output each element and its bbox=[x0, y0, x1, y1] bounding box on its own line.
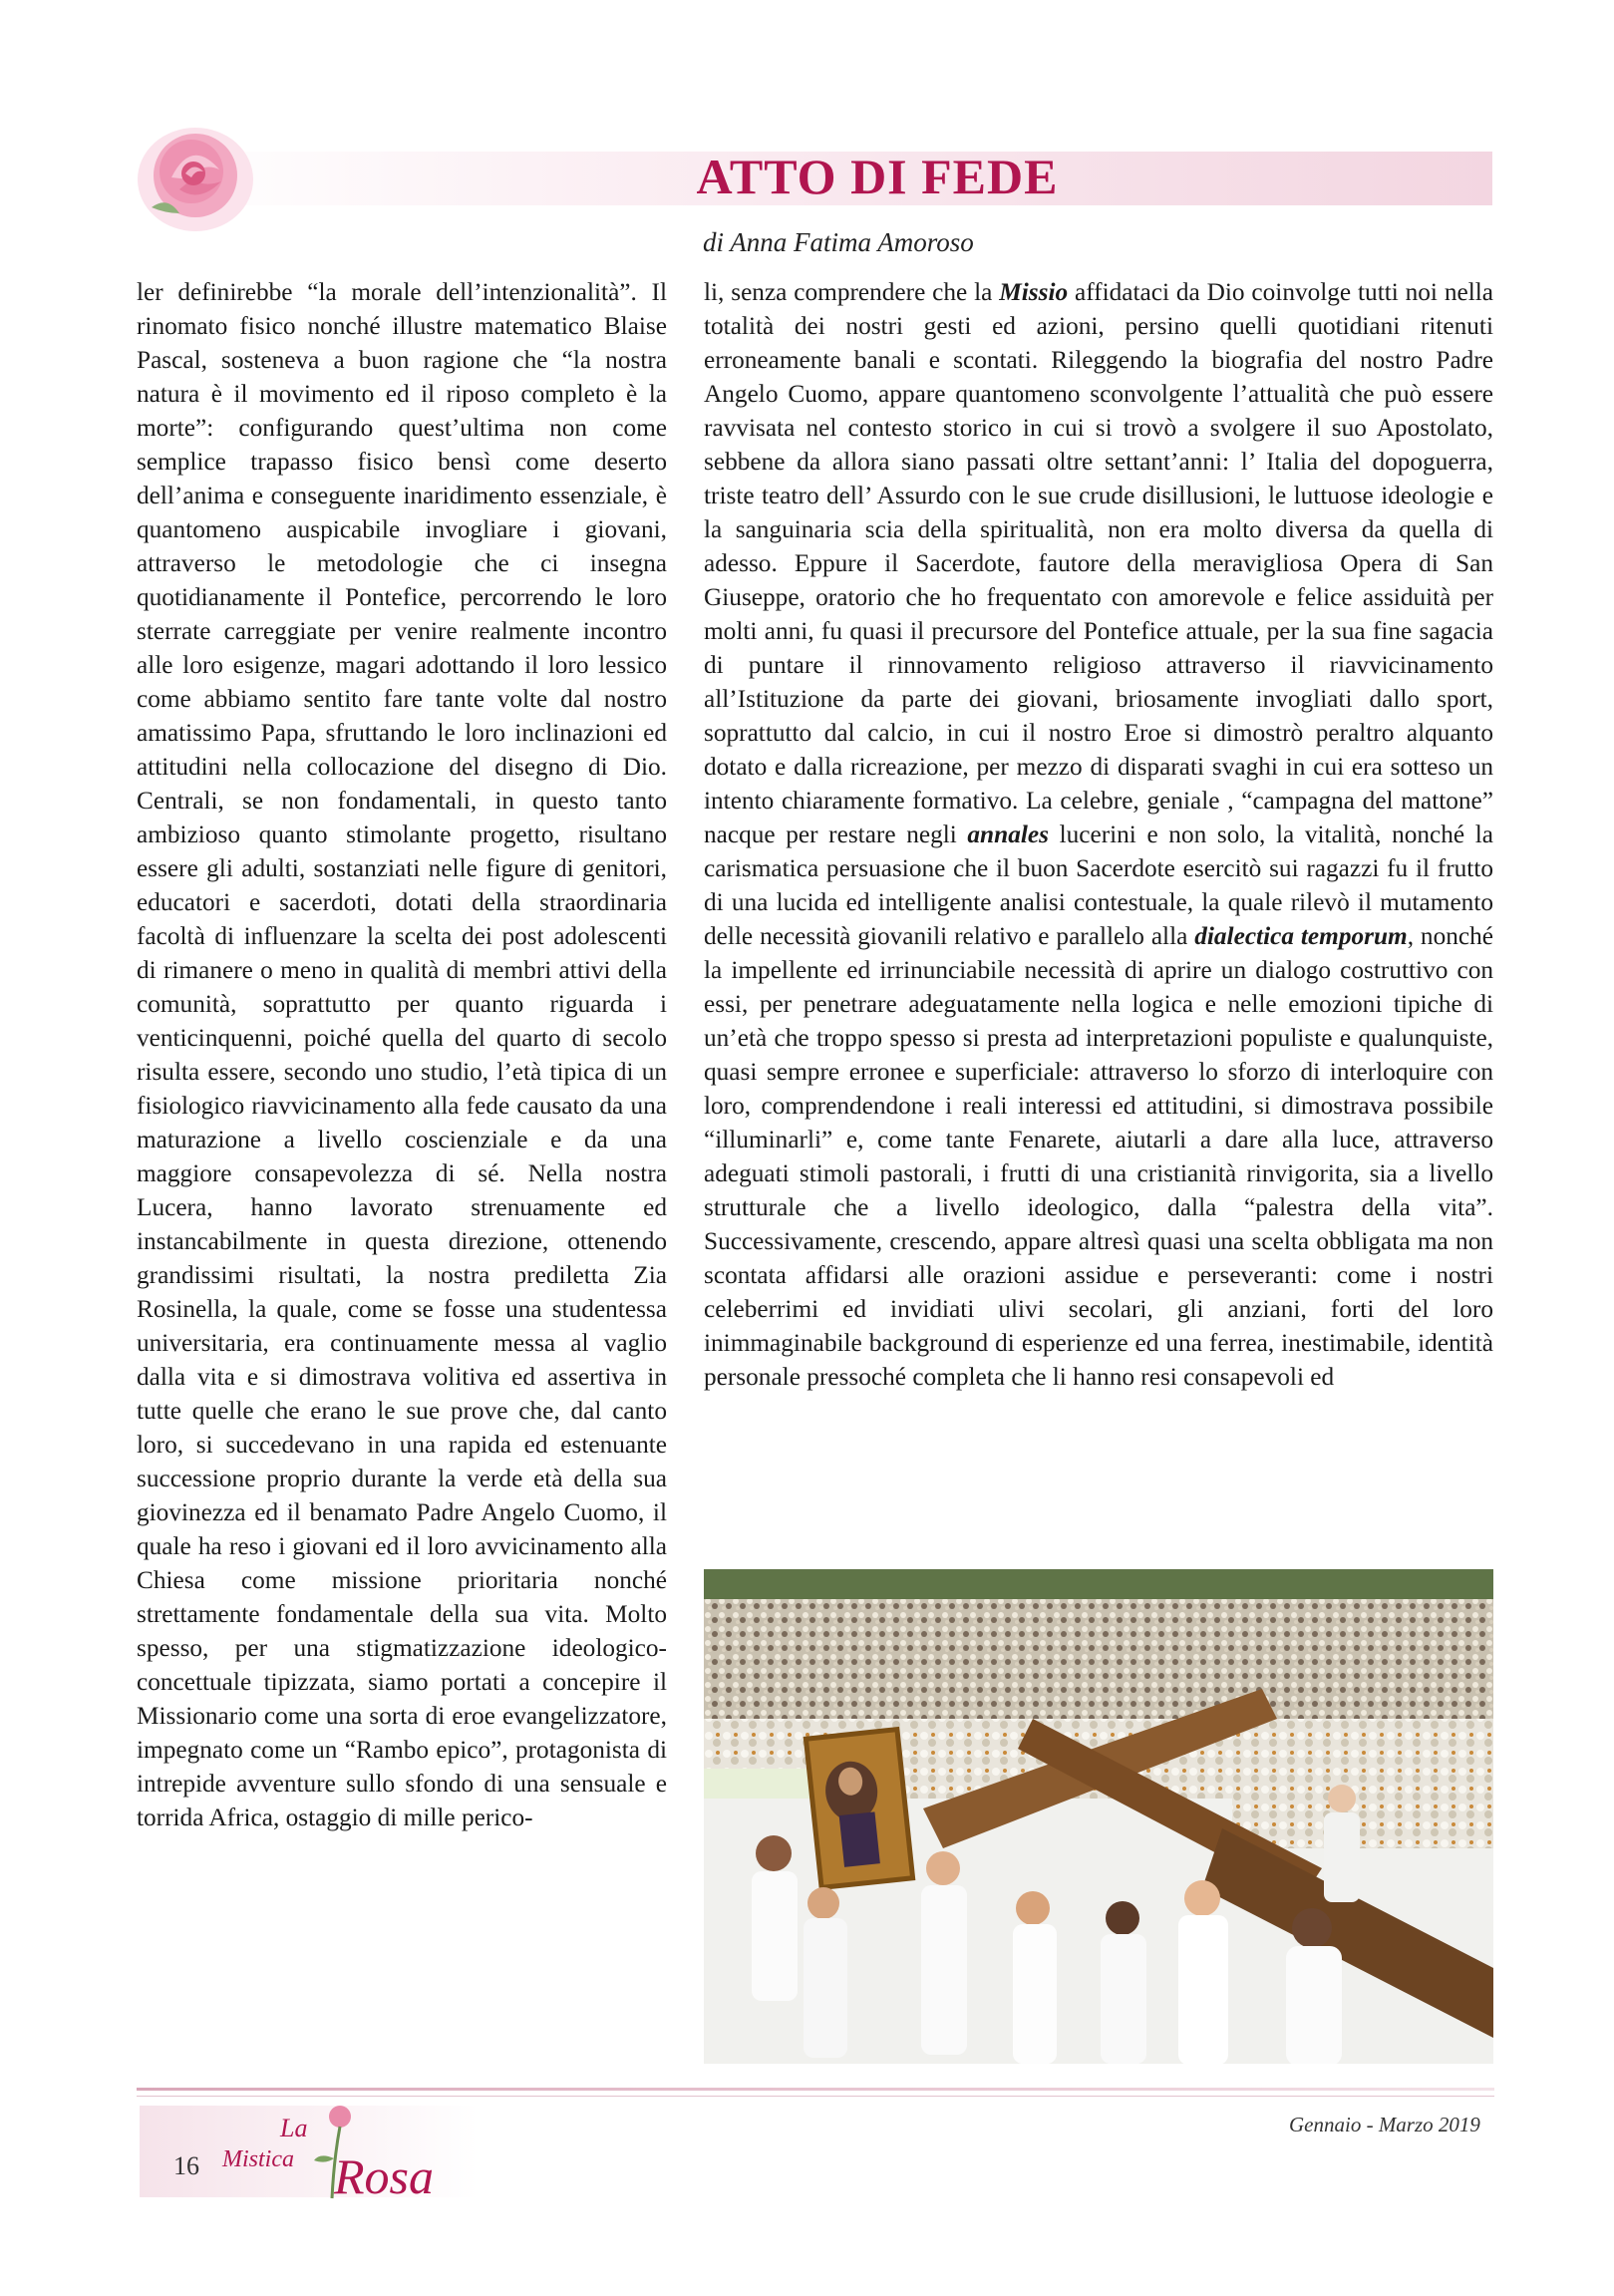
article-title: ATTO DI FEDE bbox=[696, 149, 1059, 204]
rose-icon bbox=[132, 118, 259, 235]
left-text-column bbox=[137, 275, 667, 1834]
icon-painting bbox=[806, 1730, 912, 1888]
text-run: lucerini e non solo, la vitalità, nonché la carismatica persuasione che il buon Sacerdote esercitò sui ragazzi fu il frutto di una lucida ed intelligente analisi contestuale, la quale rilevò il mutamento delle necessità giovanili relativo e parallelo alla bbox=[704, 820, 1493, 950]
magazine-logo bbox=[214, 2099, 493, 2208]
emphasis-dialectica: dialectica temporum bbox=[1194, 922, 1408, 950]
photo-illustration bbox=[704, 1569, 1493, 2064]
right-column-paragraph bbox=[704, 275, 1493, 1394]
footer-rule bbox=[137, 2088, 1494, 2091]
emphasis-annales: annales bbox=[967, 820, 1049, 848]
logo-word-la: La bbox=[280, 2114, 308, 2142]
article-byline: di Anna Fatima Amoroso bbox=[703, 227, 974, 257]
footer-rule-thin bbox=[137, 2096, 1494, 2097]
emphasis-missio: Missio bbox=[999, 278, 1069, 306]
logo-word-rosa: Rosa bbox=[334, 2148, 434, 2204]
text-run: li, senza comprendere che la bbox=[704, 278, 1000, 306]
logo-word-mistica: Mistica bbox=[222, 2146, 294, 2172]
text-run: , nonché la impellente ed irrinunciabile necessità di aprire un dialogo costruttivo con essi, per penetrare adeguatamente nella logica e nelle emozioni tipiche di un’età che troppo spesso si presta ad interpretazioni populiste e qualunquiste, quasi sempre erronee e superficiale: attraverso lo sforzo di interloquire con loro, comprendendone i reali interessi ed attitudini, si dimostrava possibile “illuminarli” e, come tante Fenarete, aiutarli a dare alla luce, attraverso adeguati stimoli pastorali, i frutti di una cristianità rinvigorita, sia a livello strutturale che a livello ideologico, dalla “palestra della vita”. Successivamente, crescendo, appare altresì quasi una scelta obbligata ma non scontata affidarsi alle orazioni assidue e perseveranti: come i nostri celeberrimi ed invidiati ulivi secolari, gli anziani, forti del loro inimmaginabile background di esperienze ed una ferrea, inestimabile, identità personale pressoché completa che li hanno resi consapevoli ed bbox=[704, 922, 1493, 1391]
issue-date: Gennaio - Marzo 2019 bbox=[1289, 2113, 1480, 2136]
right-text-column bbox=[704, 275, 1493, 1394]
text-run: affidataci da Dio coinvolge tutti noi nella totalità dei nostri gesti ed azioni, persino quelli quotidiani ritenuti erroneamente banali e scontati. Rileggendo la biografia del nostro Padre Angelo Cuomo, appare quantomeno sconvolgente l’attualità che può essere ravvisata nel contesto storico in cui si trovò a svolgere il suo Apostolato, sebbene da allora siano passati oltre settant’anni: l’ Italia del dopoguerra, triste teatro dell’ Assurdo con le sue crude disillusioni, le luttuose ideologie e la sanguinaria scia della spiritualità, non era molto diversa da quella di adesso. Eppure il Sacerdote, fautore della meravigliosa Opera di San Giuseppe, oratorio che ho frequentato con amorevole e felice assiduità per molti anni, fu quasi il precursore del Pontefice attuale, per la sua fine sagacia di puntare il rinnovamento religioso attraverso il riavvicinamento all’Istituzione da parte dei giovani, briosamente invogliati dallo sport, soprattutto dal calcio, in cui il nostro Eroe si dimostrò peraltro alquanto dotato e dalla ricreazione, per mezzo di disparati svaghi in cui era sotteso un intento chiaramente formativo. La celebre, geniale , “campagna del mattone” nacque per restare negli bbox=[704, 278, 1493, 848]
crowd-photo bbox=[704, 1569, 1493, 2064]
page-number: 16 bbox=[173, 2151, 199, 2180]
left-column-text: ler definirebbe “la morale dell’intenzionalità”. Il rinomato fisico nonché illustre matematico Blaise Pascal, sosteneva a buon ragione che “la nostra natura è il movimento ed il riposo completo è la morte”: configurando quest’ultima non come semplice trapasso fisico bensì come deserto dell’anima e conseguente inaridimento essenziale, è quantomeno auspicabile invogliare i giovani, attraverso le metodologie che ci insegna quotidianamente il Pontefice, percorrendo le loro sterrate carreggiate per venire realmente incontro alle loro esigenze, magari adottando il loro lessico come abbiamo sentito fare tante volte dal nostro amatissimo Papa, sfruttando le loro inclinazioni ed attitudini nella collocazione del disegno di Dio. Centrali, se non fondamentali, in questo tanto ambizioso quanto stimolante progetto, risultano essere gli adulti, sostanziati nelle figure di genitori, educatori e sacerdoti, dotati della straordinaria facoltà di influenzare la scelta dei post adolescenti di rimanere o meno in qualità di membri attivi della comunità, soprattutto per quanto riguarda i venticinquenni, poiché quella del quarto di secolo risulta essere, secondo uno studio, l’età tipica di un fisiologico riavvicinamento alla fede causato da una maturazione a livello coscienziale e da una maggiore consapevolezza di sé. Nella nostra Lucera, hanno lavorato strenuamente ed instancabilmente in questa direzione, ottenendo grandissimi risultati, la nostra prediletta Zia Rosinella, la quale, come se fosse una studentessa universitaria, era continuamente messa al vaglio dalla vita e si dimostrava volitiva ed assertiva in tutte quelle che erano le sue prove che, dal canto loro, si succedevano in una rapida ed estenuante successione proprio durante la verde età della sua giovinezza ed il benamato Padre Angelo Cuomo, il quale ha reso i giovani ed il loro avvicinamento alla Chiesa come missione prioritaria nonché strettamente fondamentale della sua vita. Molto spesso, per una stigmatizzazione ideologico- concettuale tipizzata, siamo portati a concepire il Missionario come una sorta di eroe evangelizzatore, impegnato come un “Rambo epico”, protagonista di intrepide avventure sullo sfondo di una sensuale e torrida Africa, ostaggio di mille perico- bbox=[137, 278, 667, 1831]
logo-rose-icon bbox=[329, 2106, 351, 2128]
